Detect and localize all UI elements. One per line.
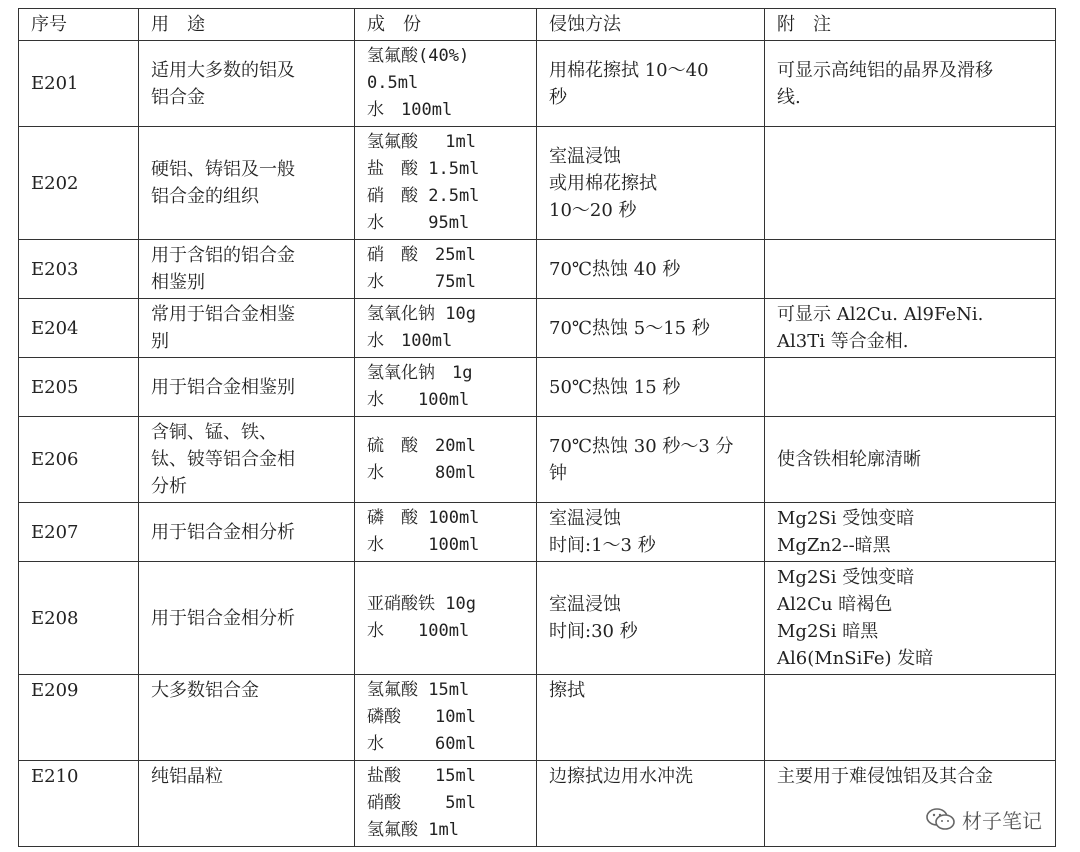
cell-note-line: 线. — [777, 86, 801, 108]
cell-method-line: 秒 — [549, 86, 567, 108]
cell-method — [537, 675, 765, 761]
cell-composition-line: 水 75ml — [367, 272, 476, 292]
cell-use-line: 用于铝合金相分析 — [151, 521, 295, 543]
aluminum-etchant-table — [18, 8, 1056, 847]
table-row — [19, 127, 1056, 240]
header-use: 用 途 — [139, 9, 355, 41]
cell-method — [537, 240, 765, 299]
cell-note-line: Mg2Si 暗黑 — [777, 621, 879, 642]
table-row — [19, 417, 1056, 503]
cell-use-line: 钛、铍等铝合金相 — [151, 449, 295, 470]
cell-method — [537, 761, 765, 847]
cell-composition — [355, 562, 537, 675]
cell-composition-line: 氢氟酸 1ml — [367, 132, 476, 152]
cell-composition-line: 硝酸 5ml — [367, 793, 476, 813]
table-row — [19, 358, 1056, 417]
cell-method-line: 时间:30 秒 — [549, 621, 638, 642]
cell-id: E203 — [19, 240, 139, 299]
cell-use-line: 用于铝合金相鉴别 — [151, 376, 295, 398]
cell-note-line: 可显示 Al2Cu. Al9FeNi. — [777, 304, 984, 325]
cell-method — [537, 358, 765, 417]
cell-note-line: 主要用于难侵蚀铝及其合金 — [777, 766, 993, 787]
cell-id: E202 — [19, 127, 139, 240]
cell-use-line: 分析 — [151, 476, 187, 497]
table-body — [19, 41, 1056, 847]
cell-use — [139, 127, 355, 240]
header-id: 序号 — [19, 9, 139, 41]
table-row — [19, 675, 1056, 761]
cell-note — [765, 503, 1056, 562]
cell-note-line: 使含铁相轮廓清晰 — [777, 449, 921, 470]
cell-method-line: 室温浸蚀 — [549, 145, 621, 167]
cell-note — [765, 562, 1056, 675]
cell-method-line: 70℃热蚀 40 秒 — [549, 258, 681, 280]
cell-id: E205 — [19, 358, 139, 417]
cell-composition-line: 0.5ml — [367, 73, 419, 93]
cell-composition-line: 水 100ml — [367, 621, 470, 641]
cell-composition-line: 硫 酸 20ml — [367, 435, 476, 456]
cell-composition-line: 水 95ml — [367, 213, 470, 233]
cell-use — [139, 417, 355, 503]
cell-id: E207 — [19, 503, 139, 562]
cell-composition-line: 氢氧化钠 10g — [367, 304, 476, 324]
cell-composition-line: 硝 酸 25ml — [367, 245, 476, 265]
cell-composition-line: 水 100ml — [367, 331, 453, 351]
cell-use — [139, 299, 355, 358]
cell-method-line: 50℃热蚀 15 秒 — [549, 376, 681, 398]
cell-use-line: 铝合金的组织 — [151, 186, 259, 207]
cell-composition-line: 水 60ml — [367, 734, 476, 754]
cell-note-line: Mg2Si 受蚀变暗 — [777, 567, 915, 588]
cell-composition-line: 亚硝酸铁 10g — [367, 594, 476, 614]
cell-composition — [355, 41, 537, 127]
cell-note-line: Mg2Si 受蚀变暗 — [777, 508, 915, 529]
cell-composition-line: 氢氟酸 15ml — [367, 680, 470, 700]
cell-method-line: 擦拭 — [549, 680, 585, 701]
cell-use-line: 铝合金 — [151, 86, 205, 108]
cell-id: E208 — [19, 562, 139, 675]
cell-id: E206 — [19, 417, 139, 503]
cell-method-line: 钟 — [549, 462, 567, 484]
cell-composition — [355, 358, 537, 417]
header-row — [19, 9, 1056, 41]
cell-use-line: 纯铝晶粒 — [151, 766, 223, 787]
reagent-table-container — [18, 8, 1055, 847]
cell-composition-line: 氢氧化钠 1g — [367, 363, 473, 383]
cell-composition — [355, 127, 537, 240]
cell-method — [537, 127, 765, 240]
cell-composition-line: 硝 酸 2.5ml — [367, 186, 480, 206]
cell-method — [537, 417, 765, 503]
cell-note-line: MgZn2--暗黑 — [777, 535, 891, 556]
table-row — [19, 562, 1056, 675]
cell-composition-line: 氢氟酸(40%) — [367, 46, 470, 66]
cell-composition-line: 盐 酸 1.5ml — [367, 159, 480, 179]
cell-method-line: 70℃热蚀 30 秒～3 分 — [549, 435, 734, 457]
cell-id: E210 — [19, 761, 139, 847]
cell-use — [139, 761, 355, 847]
cell-composition — [355, 417, 537, 503]
cell-use-line: 大多数铝合金 — [151, 680, 259, 701]
cell-id: E209 — [19, 675, 139, 761]
cell-composition-line: 水 100ml — [367, 390, 470, 410]
watermark — [926, 805, 1042, 834]
cell-use-line: 别 — [151, 331, 169, 352]
cell-use-line: 硬铝、铸铝及一般 — [151, 159, 295, 180]
header-method: 侵蚀方法 — [537, 9, 765, 41]
watermark-text: 材子笔记 — [962, 809, 1042, 833]
cell-method — [537, 299, 765, 358]
cell-note — [765, 358, 1056, 417]
wechat-icon — [926, 807, 956, 833]
cell-note-line: Al6(MnSiFe) 发暗 — [777, 648, 934, 669]
cell-note — [765, 127, 1056, 240]
cell-method-line: 用棉花擦拭 10～40 — [549, 59, 709, 81]
cell-method-line: 边擦拭边用水冲洗 — [549, 766, 693, 787]
cell-use — [139, 358, 355, 417]
cell-method-line: 室温浸蚀 — [549, 594, 621, 615]
cell-method-line: 时间:1～3 秒 — [549, 535, 656, 556]
cell-use-line: 适用大多数的铝及 — [151, 59, 295, 81]
cell-composition-line: 水 100ml — [367, 100, 453, 120]
cell-id: E201 — [19, 41, 139, 127]
cell-note — [765, 41, 1056, 127]
cell-composition — [355, 240, 537, 299]
table-row — [19, 240, 1056, 299]
cell-note-line: Al2Cu 暗褐色 — [777, 594, 893, 615]
cell-composition-line: 水 100ml — [367, 535, 480, 555]
cell-composition-line: 磷酸 10ml — [367, 707, 476, 727]
cell-composition-line: 氢氟酸 1ml — [367, 820, 459, 840]
cell-use-line: 含铜、锰、铁、 — [151, 422, 277, 443]
cell-use — [139, 240, 355, 299]
cell-note-line: 可显示高纯铝的晶界及滑移 — [777, 59, 993, 81]
cell-use-line: 用于含铝的铝合金 — [151, 245, 295, 266]
cell-method-line: 70℃热蚀 5～15 秒 — [549, 317, 710, 339]
cell-note — [765, 299, 1056, 358]
cell-method-line: 室温浸蚀 — [549, 508, 621, 529]
cell-note — [765, 675, 1056, 761]
table-row — [19, 503, 1056, 562]
cell-use — [139, 41, 355, 127]
header-composition: 成 份 — [355, 9, 537, 41]
table-row — [19, 41, 1056, 127]
cell-use — [139, 675, 355, 761]
cell-composition — [355, 503, 537, 562]
cell-id: E204 — [19, 299, 139, 358]
cell-use — [139, 562, 355, 675]
table-row — [19, 761, 1056, 847]
cell-use — [139, 503, 355, 562]
cell-method — [537, 503, 765, 562]
cell-use-line: 常用于铝合金相鉴 — [151, 304, 295, 325]
cell-use-line: 相鉴别 — [151, 272, 205, 293]
cell-note — [765, 240, 1056, 299]
cell-method-line: 或用棉花擦拭 — [549, 172, 657, 194]
cell-composition-line: 盐酸 15ml — [367, 766, 476, 786]
cell-note — [765, 417, 1056, 503]
cell-method — [537, 41, 765, 127]
cell-note-line: Al3Ti 等合金相. — [777, 331, 909, 352]
table-row — [19, 299, 1056, 358]
cell-composition — [355, 299, 537, 358]
cell-composition — [355, 675, 537, 761]
cell-use-line: 用于铝合金相分析 — [151, 607, 295, 629]
cell-method — [537, 562, 765, 675]
cell-composition — [355, 761, 537, 847]
cell-method-line: 10～20 秒 — [549, 199, 637, 221]
cell-composition-line: 磷 酸 100ml — [367, 508, 480, 528]
header-note: 附 注 — [765, 9, 1056, 41]
cell-composition-line: 水 80ml — [367, 462, 476, 483]
